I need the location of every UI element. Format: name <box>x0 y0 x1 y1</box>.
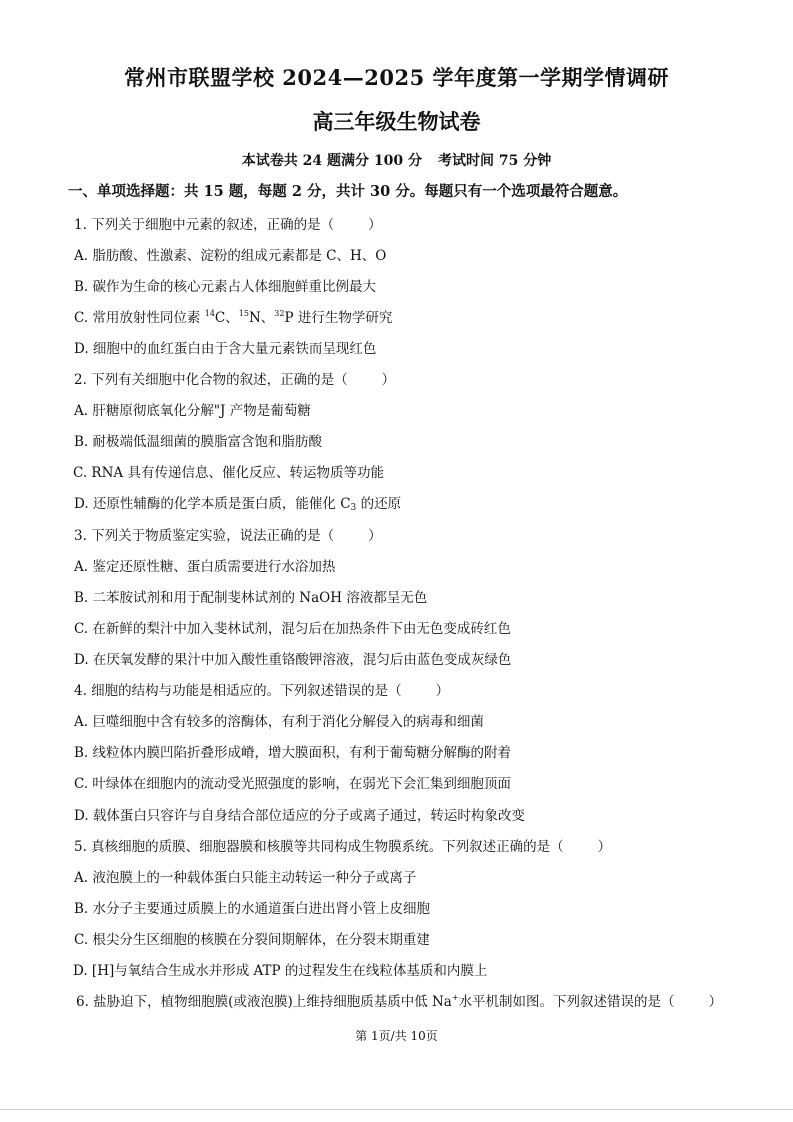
question-3-option-d: D. 在厌氧发酵的果汁中加入酸性重铬酸钾溶液，混匀后由蓝色变成灰绿色 <box>74 652 512 668</box>
question-5-stem: 5. 真核细胞的质膜、细胞器膜和核膜等共同构成生物膜系统。下列叙述正确的是（ ） <box>74 839 612 855</box>
question-2-option-c: C. RNA 具有传递信息、催化反应、转运物质等功能 <box>73 465 384 481</box>
bottom-divider <box>0 1109 793 1110</box>
question-2-stem: 2. 下列有关细胞中化合物的叙述，正确的是（ ） <box>74 372 396 388</box>
question-1-stem: 1. 下列关于细胞中元素的叙述，正确的是（ ） <box>74 217 382 233</box>
question-1-option-c: C. 常用放射性同位素 $^{14}$C、$^{15}$N、$^{32}$P 进行生物学研究 <box>74 309 393 326</box>
question-2-option-b: B. 耐极端低温细菌的膜脂富含饱和脂肪酸 <box>74 434 323 450</box>
question-4-stem: 4. 细胞的结构与功能是相适应的。下列叙述错误的是（ ） <box>74 683 450 699</box>
exam-subtitle: 高三年级生物试卷 <box>312 109 481 134</box>
question-6-stem: 6. 盐胁迫下，植物细胞膜(或液泡膜)上维持细胞质基质中低 Na+水平机制如图。下列叙述错误的是（ ） <box>76 993 723 1010</box>
question-3-option-b: B. 二苯胺试剂和用于配制斐林试剂的 NaOH 溶液都呈无色 <box>74 590 428 606</box>
question-4-option-b: B. 线粒体内膜凹陷折叠形成嵴，增大膜面积，有利于葡萄糖分解酶的附着 <box>74 745 512 761</box>
question-4-option-a: A. 巨噬细胞中含有较多的溶酶体，有利于消化分解侵入的病毒和细菌 <box>74 714 484 730</box>
section-title: 一、单项选择题：共 15 题，每题 2 分，共计 30 分。每题只有一个选项最符合题意。 <box>68 183 628 200</box>
question-3-stem: 3. 下列关于物质鉴定实验，说法正确的是（ ） <box>74 528 382 544</box>
question-3-option-a: A. 鉴定还原性糖、蛋白质需要进行水浴加热 <box>74 559 336 575</box>
question-4-option-c: C. 叶绿体在细胞内的流动受光照强度的影响，在弱光下会汇集到细胞顶面 <box>74 776 511 792</box>
question-3-option-c: C. 在新鲜的梨汁中加入斐林试剂，混匀后在加热条件下由无色变成砖红色 <box>74 621 511 637</box>
question-5-option-a: A. 液泡膜上的一种载体蛋白只能主动转运一种分子或离子 <box>74 870 417 886</box>
exam-title: 常州市联盟学校 2024—2025 学年度第一学期学情调研 <box>123 65 669 90</box>
question-5-option-d: D. [H]与氧结合生成水并形成 ATP 的过程发生在线粒体基质和内膜上 <box>73 963 488 979</box>
question-1-option-d: D. 细胞中的血红蛋白由于含大量元素铁而呈现红色 <box>74 341 377 357</box>
question-1-option-a: A. 脂肪酸、性激素、淀粉的组成元素都是 C、H、O <box>74 248 387 264</box>
question-2-option-d: D. 还原性辅酶的化学本质是蛋白质，能催化 $C_3$ 的还原 <box>74 496 402 513</box>
question-4-option-d: D. 载体蛋白只容许与自身结合部位适应的分子或离子通过，转运时构象改变 <box>74 808 525 824</box>
exam-score-info: 本试卷共 24 题满分 100 分 <box>241 153 422 169</box>
page-footer: 第 1页/共 10页 <box>355 1029 438 1043</box>
question-1-option-b: B. 碳作为生命的核心元素占人体细胞鲜重比例最大 <box>74 279 377 295</box>
question-5-option-b: B. 水分子主要通过质膜上的水通道蛋白进出肾小管上皮细胞 <box>74 901 431 917</box>
exam-time-info: 考试时间 75 分钟 <box>437 153 552 169</box>
question-5-option-c: C. 根尖分生区细胞的核膜在分裂间期解体，在分裂末期重建 <box>74 932 430 948</box>
question-2-option-a: A. 肝糖原彻底氧化分解"J 产物是葡萄糖 <box>74 403 311 419</box>
exam-info <box>0 150 793 170</box>
